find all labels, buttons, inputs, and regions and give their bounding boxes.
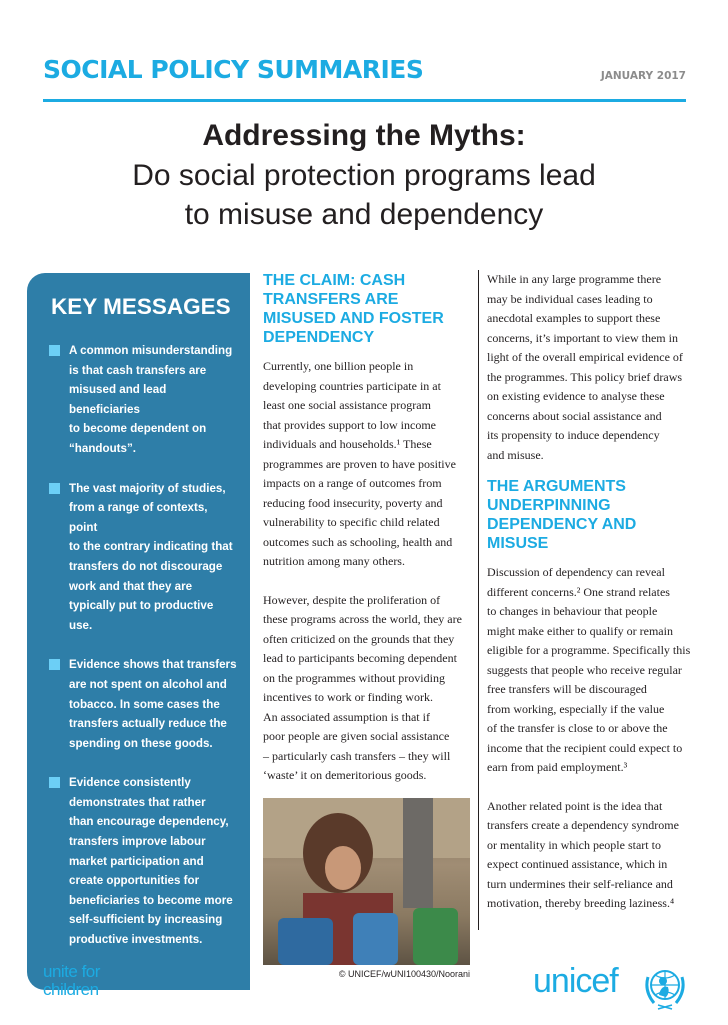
arguments-paragraph-1: Discussion of dependency can reveal different concerns.² One strand relates to changes in behaviour that people might make either to qualify or remain eligible for a programme. Specifically this suggests that people who receive regular free transfers will be discouraged from working, especially if the value of the transfer is close to or above the income that the recipient could expect to earn from paid employment.³ <box>487 565 691 774</box>
bullet-square-icon <box>49 483 60 494</box>
key-message-item <box>49 479 238 636</box>
column-divider <box>478 270 479 930</box>
unicef-emblem-icon <box>644 965 686 1011</box>
intro-paragraph: While in any large programme there may be individual cases leading to anecdotal examples to support these concerns, it’s important to view them in light of the overall empirical evidence of the programmes. This policy brief draws on existing evidence to analyse these concerns about social assistance and its propensity to induce dependency and misuse. <box>487 272 683 462</box>
arguments-heading: THE ARGUMENTS UNDERPINNING DEPENDENCY AND MISUSE <box>487 478 637 552</box>
key-message-text: Evidence shows that transfers are not spent on alcohol and tobacco. In some cases the transfers actually reduce the spending on these goods. <box>69 658 237 750</box>
unicef-logo-text: unicef <box>533 962 618 1000</box>
bullet-square-icon <box>49 659 60 670</box>
key-messages-box <box>27 273 250 990</box>
claim-paragraph-2: However, despite the proliferation of these programs across the world, they are often criticized on the grounds that they lead to participants becoming dependent on the programmes without providing incentives to work or finding work. An associated assumption is that if poor people are given social assistance – particularly cash transfers – they will ‘waste’ it on demeritorious goods. <box>263 592 462 782</box>
claim-paragraph-1: Currently, one billion people in developing countries participate in at least one social assistance program that provides support to low income individuals and households.¹ These programmes are proven to have positive impacts on a range of outcomes from reducing food insecurity, poverty and vulnerability to specific child related outcomes such as schooling, health and nutrition among many others. <box>263 359 456 568</box>
publication-date: JANUARY 2017 <box>600 70 686 82</box>
key-message-item <box>49 655 238 753</box>
bullet-square-icon <box>49 345 60 356</box>
bullet-square-icon <box>49 777 60 788</box>
series-title: SOCIAL POLICY SUMMARIES <box>43 55 424 84</box>
key-messages-heading: KEY MESSAGES <box>51 294 231 319</box>
key-message-text: The vast majority of studies, from a range of contexts, point to the contrary indicating that transfers do not discourage work and that they are typically put to productive use. <box>69 481 233 632</box>
header-rule <box>43 99 686 102</box>
key-message-item <box>49 773 238 949</box>
photo-illustration <box>263 798 470 965</box>
page-title <box>0 116 728 234</box>
right-column <box>487 270 715 914</box>
title-line-1: Addressing the Myths: <box>202 119 526 152</box>
photo-child-water-pump <box>263 798 470 965</box>
key-message-text: Evidence consistently demonstrates that rather than encourage dependency, transfers improve labour market participation and create opportunities for beneficiaries to become more self-sufficient by increasing productive investments. <box>69 776 233 947</box>
key-message-item <box>49 341 238 459</box>
unite-for-children-tagline: unite for children <box>43 962 100 999</box>
key-message-text: A common misunderstanding is that cash transfers are misused and lead beneficiaries to become dependent on “handouts”. <box>69 344 233 455</box>
claim-heading: THE CLAIM: CASH TRANSFERS ARE MISUSED AND FOSTER DEPENDENCY <box>263 272 444 346</box>
middle-column <box>263 271 473 980</box>
title-subtitle: Do social protection programs lead to misuse and dependency <box>132 159 596 231</box>
arguments-paragraph-2: Another related point is the idea that transfers create a dependency syndrome or mentality in which people start to expect continued assistance, which in turn undermines their self-reliance and motivation, thereby breeding laziness.⁴ <box>487 798 679 910</box>
photo-credit: © UNICEF/wUNI100430/Noorani <box>338 968 470 979</box>
